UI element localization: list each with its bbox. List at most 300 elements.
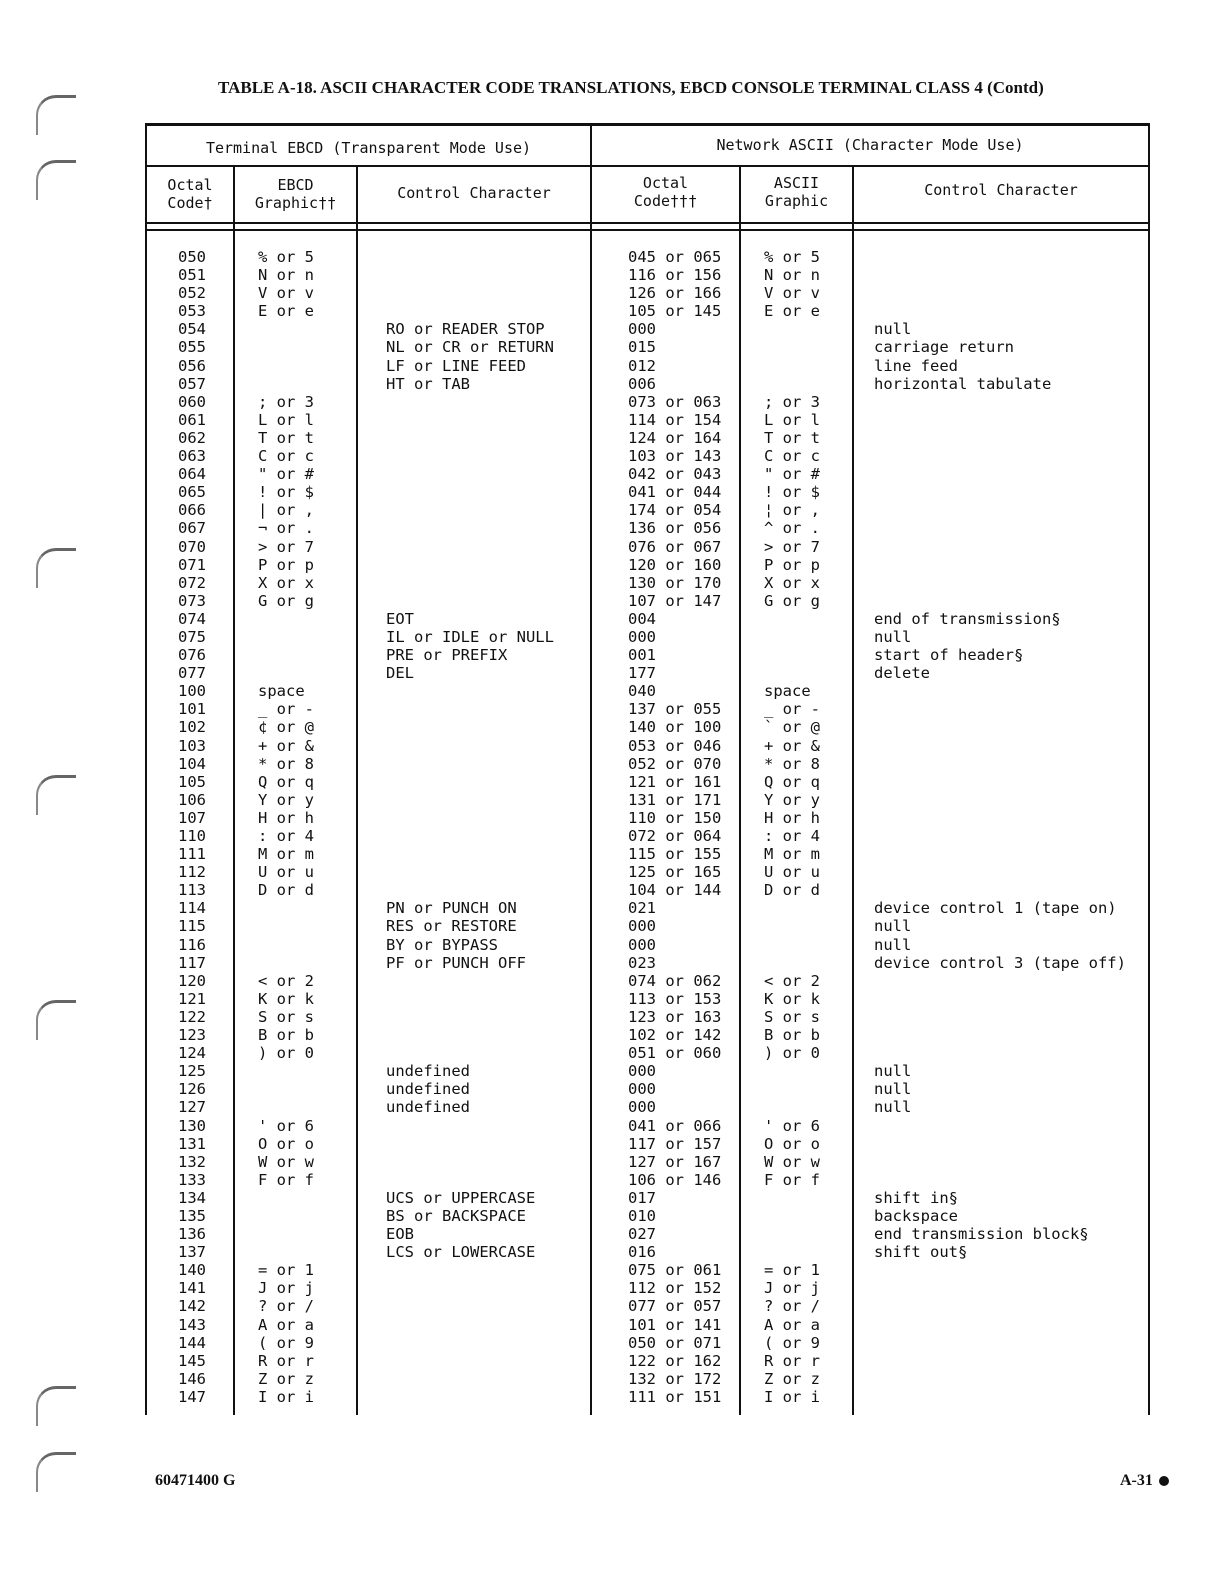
control-character-cell	[386, 863, 554, 881]
network-octal-code-cell: 027	[628, 1225, 656, 1244]
network-control-character-cell	[874, 266, 1126, 284]
ebcd-graphic-cell	[258, 936, 314, 954]
network-control-character-cell	[874, 447, 1126, 465]
octal-code-cell: 147	[178, 1387, 206, 1406]
column-network-octal-code	[628, 248, 721, 1406]
control-character-cell	[386, 266, 554, 284]
control-character-cell	[386, 1279, 554, 1297]
octal-code-cell: 076	[178, 646, 206, 665]
octal-code-cell: 064	[178, 465, 206, 484]
ebcd-graphic-cell: Z or z	[258, 1369, 314, 1388]
network-control-character-cell: delete	[874, 664, 930, 683]
network-control-character-cell	[874, 483, 1126, 501]
control-character-cell	[386, 1352, 554, 1370]
octal-code-cell: 062	[178, 428, 206, 447]
ebcd-graphic-cell: = or 1	[258, 1261, 314, 1280]
network-octal-code-cell: 000	[628, 1080, 656, 1099]
network-control-character-cell	[874, 1135, 1126, 1153]
network-control-character-cell	[874, 465, 1126, 483]
header-network-octal-code: Octal Code†††	[633, 174, 698, 210]
network-octal-code-cell: 115 or 155	[628, 845, 722, 864]
octal-code-cell: 053	[178, 302, 206, 321]
network-control-character-cell: backspace	[874, 1206, 958, 1225]
network-octal-code-cell: 177	[628, 664, 656, 683]
network-octal-code-cell: 017	[628, 1188, 656, 1207]
ebcd-graphic-cell: G or g	[258, 591, 314, 610]
binder-hole-mark	[36, 95, 76, 135]
page-number: A-31	[1120, 1472, 1169, 1490]
ascii-graphic-cell: X or x	[764, 573, 820, 592]
octal-code-cell: 106	[178, 790, 206, 809]
ebcd-graphic-cell: R or r	[258, 1351, 314, 1370]
control-character-cell	[386, 737, 554, 755]
ebcd-graphic-cell	[258, 357, 314, 375]
control-character-cell	[386, 827, 554, 845]
column-control-character-network	[874, 248, 1126, 1406]
column-header-rule	[145, 222, 1150, 224]
network-octal-code-cell: 120 or 160	[628, 555, 722, 574]
ebcd-graphic-cell: ? or /	[258, 1297, 314, 1316]
octal-code-cell: 060	[178, 392, 206, 411]
network-octal-code-cell: 140 or 100	[628, 718, 722, 737]
control-character-cell: PRE or PREFIX	[386, 646, 508, 665]
ascii-graphic-cell: ` or @	[764, 718, 820, 737]
network-control-character-cell	[874, 302, 1126, 320]
group-header-network: Network ASCII (Character Mode Use)	[716, 136, 1024, 154]
ascii-graphic-cell: ' or 6	[764, 1116, 820, 1135]
ebcd-graphic-cell: L or l	[258, 410, 314, 429]
network-control-character-cell	[874, 1297, 1126, 1315]
octal-code-cell: 140	[178, 1261, 206, 1280]
network-control-character-cell	[874, 1026, 1126, 1044]
network-octal-code-cell: 041 or 066	[628, 1116, 722, 1135]
network-octal-code-cell: 004	[628, 609, 656, 628]
ascii-graphic-cell	[764, 899, 820, 917]
control-character-cell: undefined	[386, 1080, 470, 1099]
ascii-graphic-cell	[764, 1062, 820, 1080]
ascii-graphic-cell: * or 8	[764, 754, 820, 773]
network-control-character-cell: null	[874, 320, 912, 339]
ascii-graphic-cell: T or t	[764, 428, 820, 447]
octal-code-cell: 107	[178, 808, 206, 827]
ebcd-graphic-cell: O or o	[258, 1134, 314, 1153]
control-character-cell: DEL	[386, 664, 414, 683]
control-character-cell	[386, 773, 554, 791]
network-octal-code-cell: 104 or 144	[628, 881, 722, 900]
ebcd-graphic-cell: K or k	[258, 989, 314, 1008]
octal-code-cell: 077	[178, 664, 206, 683]
ascii-graphic-cell: < or 2	[764, 971, 820, 990]
ebcd-graphic-cell: D or d	[258, 881, 314, 900]
network-octal-code-cell: 117 or 157	[628, 1134, 722, 1153]
network-control-character-cell	[874, 863, 1126, 881]
control-character-cell	[386, 284, 554, 302]
ebcd-graphic-cell	[258, 628, 314, 646]
network-octal-code-cell: 023	[628, 953, 656, 972]
ascii-graphic-cell	[764, 1207, 820, 1225]
network-control-character-cell	[874, 1153, 1126, 1171]
ebcd-graphic-cell	[258, 320, 314, 338]
network-control-character-cell: shift in§	[874, 1188, 958, 1207]
octal-code-cell: 116	[178, 935, 206, 954]
control-character-cell	[386, 538, 554, 556]
control-character-cell	[386, 845, 554, 863]
octal-code-cell: 134	[178, 1188, 206, 1207]
ascii-graphic-cell: Q or q	[764, 772, 820, 791]
network-octal-code-cell: 137 or 055	[628, 700, 722, 719]
network-control-character-cell	[874, 1279, 1126, 1297]
network-octal-code-cell: 106 or 146	[628, 1170, 722, 1189]
column-divider	[739, 165, 741, 1415]
control-character-cell: RES or RESTORE	[386, 917, 517, 936]
octal-code-cell: 137	[178, 1243, 206, 1262]
network-control-character-cell	[874, 1370, 1126, 1388]
ebcd-graphic-cell	[258, 954, 314, 972]
ascii-graphic-cell: > or 7	[764, 537, 820, 556]
network-octal-code-cell: 000	[628, 627, 656, 646]
control-character-cell: LF or LINE FEED	[386, 356, 526, 375]
control-character-cell	[386, 574, 554, 592]
ascii-graphic-cell	[764, 1098, 820, 1116]
ebcd-graphic-cell	[258, 1098, 314, 1116]
network-control-character-cell: end transmission block§	[874, 1225, 1089, 1244]
network-control-character-cell	[874, 1352, 1126, 1370]
octal-code-cell: 113	[178, 881, 206, 900]
network-octal-code-cell: 042 or 043	[628, 465, 722, 484]
ebcd-graphic-cell: B or b	[258, 1026, 314, 1045]
octal-code-cell: 141	[178, 1279, 206, 1298]
network-octal-code-cell: 000	[628, 320, 656, 339]
ebcd-graphic-cell	[258, 917, 314, 935]
ascii-graphic-cell: D or d	[764, 881, 820, 900]
network-octal-code-cell: 000	[628, 1062, 656, 1081]
control-character-cell	[386, 1334, 554, 1352]
network-octal-code-cell: 112 or 152	[628, 1279, 722, 1298]
network-octal-code-cell: 125 or 165	[628, 863, 722, 882]
ascii-graphic-cell	[764, 917, 820, 935]
octal-code-cell: 072	[178, 573, 206, 592]
network-control-character-cell	[874, 1171, 1126, 1189]
ebcd-graphic-cell: T or t	[258, 428, 314, 447]
ascii-graphic-cell: C or c	[764, 447, 820, 466]
ebcd-graphic-cell: I or i	[258, 1387, 314, 1406]
network-octal-code-cell: 052 or 070	[628, 754, 722, 773]
control-character-cell: BS or BACKSPACE	[386, 1206, 526, 1225]
octal-code-cell: 145	[178, 1351, 206, 1370]
network-octal-code-cell: 000	[628, 917, 656, 936]
octal-code-cell: 126	[178, 1080, 206, 1099]
control-character-cell: NL or CR or RETURN	[386, 338, 554, 357]
control-character-cell	[386, 809, 554, 827]
network-control-character-cell: horizontal tabulate	[874, 374, 1052, 393]
octal-code-cell: 114	[178, 899, 206, 918]
network-control-character-cell	[874, 1008, 1126, 1026]
control-character-cell	[386, 1008, 554, 1026]
control-character-cell	[386, 990, 554, 1008]
octal-code-cell: 054	[178, 320, 206, 339]
octal-code-cell: 055	[178, 338, 206, 357]
network-control-character-cell: shift out§	[874, 1243, 968, 1262]
ebcd-graphic-cell: < or 2	[258, 971, 314, 990]
octal-code-cell: 051	[178, 266, 206, 285]
network-control-character-cell	[874, 411, 1126, 429]
ebcd-graphic-cell	[258, 899, 314, 917]
ebcd-graphic-cell	[258, 1080, 314, 1098]
ebcd-graphic-cell: X or x	[258, 573, 314, 592]
network-octal-code-cell: 132 or 172	[628, 1369, 722, 1388]
octal-code-cell: 071	[178, 555, 206, 574]
control-character-cell: IL or IDLE or NULL	[386, 627, 554, 646]
ebcd-graphic-cell: : or 4	[258, 827, 314, 845]
network-octal-code-cell: 074 or 062	[628, 971, 722, 990]
network-octal-code-cell: 116 or 156	[628, 266, 722, 285]
ebcd-graphic-cell: | or ,	[258, 501, 314, 520]
column-header-rule-double	[145, 229, 1150, 231]
ascii-graphic-cell: J or j	[764, 1279, 820, 1298]
ascii-graphic-cell: F or f	[764, 1170, 820, 1189]
octal-code-cell: 136	[178, 1225, 206, 1244]
document-number: 60471400 G	[155, 1472, 236, 1489]
control-character-cell: RO or READER STOP	[386, 320, 545, 339]
network-control-character-cell: device control 3 (tape off)	[874, 953, 1126, 972]
ebcd-graphic-cell	[258, 1189, 314, 1207]
control-character-cell: EOB	[386, 1225, 414, 1244]
control-character-cell	[386, 483, 554, 501]
ebcd-graphic-cell: ' or 6	[258, 1116, 314, 1135]
ebcd-graphic-cell: + or &	[258, 736, 314, 755]
network-octal-code-cell: 113 or 153	[628, 989, 722, 1008]
octal-code-cell: 117	[178, 953, 206, 972]
network-control-character-cell	[874, 1044, 1126, 1062]
control-character-cell	[386, 302, 554, 320]
ascii-graphic-cell	[764, 646, 820, 664]
network-control-character-cell: end of transmission§	[874, 609, 1061, 628]
octal-code-cell: 135	[178, 1206, 206, 1225]
ebcd-graphic-cell: H or h	[258, 808, 314, 827]
header-octal-code: Octal Code†	[167, 176, 213, 212]
network-octal-code-cell: 072 or 064	[628, 827, 722, 845]
network-octal-code-cell: 021	[628, 899, 656, 918]
column-divider	[852, 165, 854, 1415]
ascii-graphic-cell	[764, 954, 820, 972]
network-control-character-cell	[874, 1388, 1126, 1406]
ebcd-graphic-cell: S or s	[258, 1007, 314, 1026]
ascii-graphic-cell	[764, 936, 820, 954]
control-character-cell	[386, 501, 554, 519]
network-octal-code-cell: 006	[628, 374, 656, 393]
ebcd-graphic-cell: space	[258, 682, 305, 701]
ascii-graphic-cell	[764, 357, 820, 375]
network-control-character-cell	[874, 574, 1126, 592]
ascii-graphic-cell: V or v	[764, 284, 820, 303]
column-control-character-terminal	[386, 248, 554, 1406]
octal-code-cell: 123	[178, 1026, 206, 1045]
network-octal-code-cell: 000	[628, 1098, 656, 1117]
ebcd-graphic-cell	[258, 664, 314, 682]
ascii-graphic-cell: % or 5	[764, 248, 820, 266]
octal-code-cell: 105	[178, 772, 206, 791]
ascii-graphic-cell: P or p	[764, 555, 820, 574]
control-character-cell	[386, 1026, 554, 1044]
network-octal-code-cell: 114 or 154	[628, 410, 722, 429]
network-octal-code-cell: 077 or 057	[628, 1297, 722, 1316]
ascii-graphic-cell: N or n	[764, 266, 820, 285]
ascii-graphic-cell: ! or $	[764, 483, 820, 502]
control-character-cell	[386, 447, 554, 465]
control-character-cell	[386, 1388, 554, 1406]
ebcd-graphic-cell	[258, 646, 314, 664]
control-character-cell: BY or BYPASS	[386, 935, 498, 954]
control-character-cell	[386, 429, 554, 447]
ebcd-graphic-cell: P or p	[258, 555, 314, 574]
octal-code-cell: 143	[178, 1315, 206, 1334]
ascii-graphic-cell	[764, 628, 820, 646]
ebcd-graphic-cell: E or e	[258, 302, 314, 321]
group-divider	[590, 123, 592, 1415]
octal-code-cell: 100	[178, 682, 206, 701]
network-control-character-cell	[874, 737, 1126, 755]
ebcd-graphic-cell	[258, 1207, 314, 1225]
control-character-cell	[386, 1135, 554, 1153]
network-octal-code-cell: 105 or 145	[628, 302, 722, 321]
network-control-character-cell: null	[874, 935, 912, 954]
network-octal-code-cell: 053 or 046	[628, 736, 722, 755]
ascii-graphic-cell	[764, 1225, 820, 1243]
network-octal-code-cell: 041 or 044	[628, 483, 722, 502]
binder-hole-mark	[36, 1386, 76, 1426]
ebcd-graphic-cell: _ or -	[258, 700, 314, 719]
ebcd-graphic-cell: F or f	[258, 1170, 314, 1189]
ascii-graphic-cell: L or l	[764, 410, 820, 429]
ebcd-graphic-cell: ¢ or @	[258, 718, 314, 737]
octal-code-cell: 124	[178, 1044, 206, 1063]
control-character-cell	[386, 755, 554, 773]
ascii-graphic-cell	[764, 375, 820, 393]
network-octal-code-cell: 131 or 171	[628, 790, 722, 809]
control-character-cell: undefined	[386, 1062, 470, 1081]
network-control-character-cell	[874, 519, 1126, 537]
column-divider	[356, 165, 358, 1415]
octal-code-cell: 056	[178, 356, 206, 375]
control-character-cell: LCS or LOWERCASE	[386, 1243, 536, 1262]
header-ascii-graphic: ASCII Graphic	[764, 174, 829, 210]
network-octal-code-cell: 123 or 163	[628, 1007, 722, 1026]
octal-code-cell: 125	[178, 1062, 206, 1081]
binder-hole-mark	[36, 1452, 76, 1492]
octal-code-cell: 102	[178, 718, 206, 737]
ebcd-graphic-cell: > or 7	[258, 537, 314, 556]
ascii-graphic-cell	[764, 1080, 820, 1098]
network-octal-code-cell: 121 or 161	[628, 772, 722, 791]
ascii-graphic-cell: E or e	[764, 302, 820, 321]
control-character-cell	[386, 1153, 554, 1171]
ebcd-graphic-cell: ¬ or .	[258, 519, 314, 538]
ebcd-graphic-cell: % or 5	[258, 248, 314, 266]
network-control-character-cell	[874, 700, 1126, 718]
ascii-graphic-cell: ; or 3	[764, 392, 820, 411]
ascii-graphic-cell: G or g	[764, 591, 820, 610]
network-octal-code-cell: 012	[628, 356, 656, 375]
group-header-terminal: Terminal EBCD (Transparent Mode Use)	[205, 139, 532, 157]
ebcd-graphic-cell: ( or 9	[258, 1333, 314, 1352]
network-control-character-cell	[874, 845, 1126, 863]
control-character-cell	[386, 393, 554, 411]
octal-code-cell: 061	[178, 410, 206, 429]
network-control-character-cell: null	[874, 1062, 912, 1081]
octal-code-cell: 122	[178, 1007, 206, 1026]
network-control-character-cell	[874, 1261, 1126, 1279]
network-octal-code-cell: 127 or 167	[628, 1152, 722, 1171]
ebcd-graphic-cell: J or j	[258, 1279, 314, 1298]
control-character-cell	[386, 1044, 554, 1062]
ebcd-graphic-cell: Q or q	[258, 772, 314, 791]
network-control-character-cell: null	[874, 1098, 912, 1117]
network-octal-code-cell: 174 or 054	[628, 501, 722, 520]
octal-code-cell: 112	[178, 863, 206, 882]
ascii-graphic-cell: R or r	[764, 1351, 820, 1370]
ascii-graphic-cell: ¦ or ,	[764, 501, 820, 520]
ebcd-graphic-cell: " or #	[258, 465, 314, 484]
column-ascii-graphic	[764, 248, 820, 1406]
ascii-graphic-cell: H or h	[764, 808, 820, 827]
network-octal-code-cell: 136 or 056	[628, 519, 722, 538]
header-ebcd-graphic: EBCD Graphic††	[254, 176, 337, 212]
ascii-graphic-cell	[764, 1243, 820, 1261]
octal-code-cell: 050	[178, 248, 206, 266]
network-control-character-cell	[874, 556, 1126, 574]
ascii-graphic-cell: U or u	[764, 863, 820, 882]
network-control-character-cell	[874, 393, 1126, 411]
network-octal-code-cell: 076 or 067	[628, 537, 722, 556]
network-octal-code-cell: 107 or 147	[628, 591, 722, 610]
network-control-character-cell	[874, 592, 1126, 610]
network-octal-code-cell: 045 or 065	[628, 248, 722, 266]
control-character-cell	[386, 881, 554, 899]
control-character-cell	[386, 1370, 554, 1388]
ebcd-graphic-cell: ; or 3	[258, 392, 314, 411]
ascii-graphic-cell: : or 4	[764, 827, 820, 845]
network-control-character-cell	[874, 1334, 1126, 1352]
network-octal-code-cell: 075 or 061	[628, 1261, 722, 1280]
binder-hole-mark	[36, 160, 76, 200]
network-control-character-cell: carriage return	[874, 338, 1014, 357]
ebcd-graphic-cell	[258, 338, 314, 356]
network-octal-code-cell: 016	[628, 1243, 656, 1262]
network-control-character-cell: null	[874, 627, 912, 646]
ascii-graphic-cell	[764, 320, 820, 338]
control-character-cell	[386, 1171, 554, 1189]
ebcd-graphic-cell: C or c	[258, 447, 314, 466]
ascii-graphic-cell: A or a	[764, 1315, 820, 1334]
binder-hole-mark	[36, 775, 76, 815]
network-control-character-cell	[874, 755, 1126, 773]
octal-code-cell: 066	[178, 501, 206, 520]
ascii-graphic-cell: I or i	[764, 1387, 820, 1406]
network-control-character-cell: null	[874, 917, 912, 936]
octal-code-cell: 142	[178, 1297, 206, 1316]
ascii-graphic-cell: M or m	[764, 845, 820, 864]
octal-code-cell: 057	[178, 374, 206, 393]
control-character-cell	[386, 465, 554, 483]
ascii-graphic-cell: + or &	[764, 736, 820, 755]
bullet-icon	[1159, 1476, 1169, 1486]
header-control-character-network: Control Character	[924, 181, 1078, 199]
table-title: TABLE A-18. ASCII CHARACTER CODE TRANSLATIONS, EBCD CONSOLE TERMINAL CLASS 4 (Contd)	[218, 78, 1044, 97]
ebcd-graphic-cell	[258, 1225, 314, 1243]
network-octal-code-cell: 001	[628, 646, 656, 665]
control-character-cell	[386, 700, 554, 718]
octal-code-cell: 121	[178, 989, 206, 1008]
